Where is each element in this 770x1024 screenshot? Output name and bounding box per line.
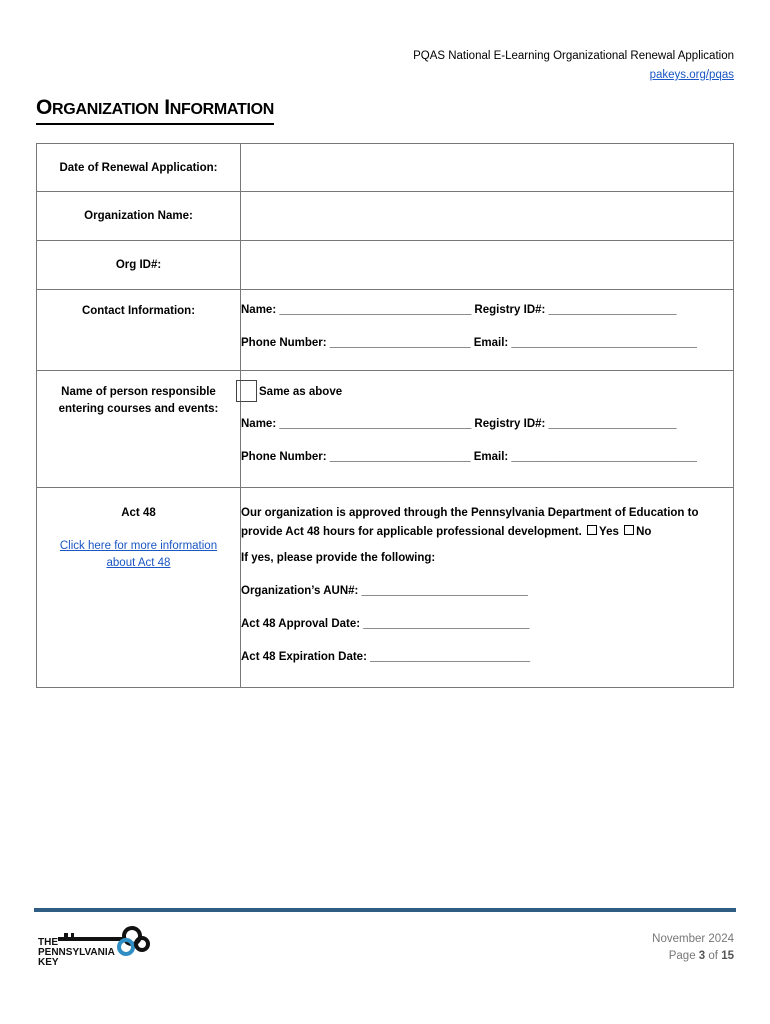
page-header	[413, 47, 734, 85]
footer-date: November 2024	[652, 933, 734, 945]
responsible-label: Name of person responsible entering courses and events:	[58, 386, 219, 415]
same-as-above-checkbox[interactable]	[236, 380, 257, 402]
organization-info-table	[36, 143, 734, 688]
if-yes-text: If yes, please provide the following:	[241, 552, 436, 564]
contact-phone-email-line[interactable]: Phone Number: ______________________ Email: _____________________________	[241, 337, 697, 349]
no-label: No	[636, 526, 652, 538]
responsible-row	[37, 371, 734, 488]
aun-line[interactable]: Organization’s AUN#: __________________________	[241, 585, 528, 597]
resp-name-registry-line[interactable]: Name: ______________________________ Registry ID#: ____________________	[241, 418, 677, 430]
org-id-row	[37, 241, 734, 290]
pqas-link[interactable]: pakeys.org/pqas	[649, 69, 734, 81]
act48-statement: Our organization is approved through the Pennsylvania Department of Education to provide Act 48 hours for applicable professional development. Yes No	[241, 507, 699, 538]
page-footer	[652, 931, 734, 965]
document-title: PQAS National E-Learning Organizational Renewal Application	[413, 50, 734, 62]
same-as-above-label: Same as above	[259, 386, 343, 398]
approval-date-line[interactable]: Act 48 Approval Date: __________________________	[241, 618, 530, 630]
logo-text-the: THE	[38, 937, 58, 948]
org-name-label: Organization Name:	[37, 192, 241, 241]
act48-row	[37, 488, 734, 688]
contact-label: Contact Information:	[81, 305, 196, 317]
page-number: Page 3 of 15	[668, 950, 734, 962]
footer-divider	[34, 908, 736, 912]
no-checkbox[interactable]	[624, 525, 634, 535]
renewal-date-field[interactable]	[241, 144, 734, 192]
renewal-date-row	[37, 144, 734, 192]
resp-phone-email-line[interactable]: Phone Number: ______________________ Email: _____________________________	[241, 451, 697, 463]
act48-info-link[interactable]: Click here for more information about Act 48	[59, 540, 218, 569]
section-title: ORGANIZATION INFORMATION	[36, 96, 274, 125]
org-id-field[interactable]	[241, 241, 734, 290]
expiration-date-line[interactable]: Act 48 Expiration Date: _________________________	[241, 651, 530, 663]
yes-checkbox[interactable]	[587, 525, 597, 535]
contact-name-registry-line[interactable]: Name: ______________________________ Registry ID#: ____________________	[241, 304, 677, 316]
yes-label: Yes	[599, 526, 619, 538]
act48-label: Act 48	[121, 507, 156, 519]
org-id-label: Org ID#:	[37, 241, 241, 290]
logo-text-pennsylvania: PENNSYLVANIA	[38, 947, 115, 958]
contact-row	[37, 290, 734, 371]
pennsylvania-key-logo	[36, 920, 156, 970]
org-name-row	[37, 192, 734, 241]
logo-text-key: KEY	[38, 957, 59, 968]
renewal-date-label: Date of Renewal Application:	[37, 144, 241, 192]
org-name-field[interactable]	[241, 192, 734, 241]
